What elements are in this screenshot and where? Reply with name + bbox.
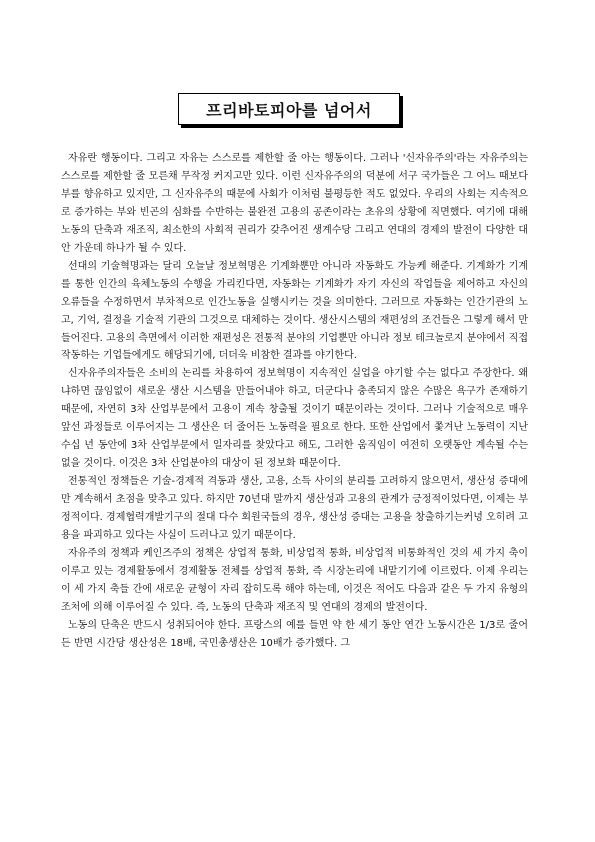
document-title: 프리바토피아를 넘어서 — [206, 100, 372, 120]
paragraph: 전통적인 정책들은 기술-경제적 격동과 생산, 고용, 소득 사이의 분리를 고려하지 않으면서, 생산성 증대에만 계속해서 초점을 맞추고 있다. 하지만 70년대 말까지 생산성과 고용의 관계가 긍정적이었다면, 이제는 부정적이다. 경제협력개발기구의 절대 다수 회원국들의 경우, 생산성 증대는 고용을 창출하기는커녕 오히려 고용을 파괴하고 있다는 사실이 드러나고 있기 때문이다. — [61, 476, 528, 542]
paragraph: 자유주의 정책과 케인즈주의 정책은 상업적 통화, 비상업적 통화, 비상업적 비통화적인 것의 세 가지 축이 이루고 있는 경제활동에서 경제활동 전체를 상업적 통화, 즉 시장논리에 내맡기기에 이르렀다. 이제 우리는 이 세 가지 축들 간에 새로운 균형이 자리 잡히도록 해야 하는데, 이것은 적어도 다음과 같은 두 가지 유형의 조처에 의해 이루어질 수 있다. 즉, 노동의 단축과 재조직 및 연대의 경제의 발전이다. — [61, 547, 528, 613]
paragraph: 자유란 행동이다. 그리고 자유는 스스로를 제한할 줄 아는 행동이다. 그러나 '신자유주의'라는 자유주의는 스스로를 제한할 줄 모른채 무작정 커지고만 있다. 이런 신자유주의의 덕분에 서구 국가들은 그 어느 때보다 부를 향유하고 있지만, 그 신자유주의 때문에 사회가 이처럼 불평등한 적도 없었다. 우리의 사회는 지속적으로 증가하는 부와 빈곤의 심화를 수반하는 불완전 고용의 공존이라는 초유의 상황에 직면했다. 여기에 대해 노동의 단축과 재조직, 최소한의 사회적 권리가 갖추어진 생계수당 그리고 연대의 경제의 발전이 다양한 대안 가운데 하나가 될 수 있다. — [61, 153, 528, 254]
title-box — [178, 93, 400, 125]
body-text — [61, 150, 528, 653]
paragraph: 선대의 기술혁명과는 달리 오늘날 정보혁명은 기계화뿐만 아니라 자동화도 가능케 해준다. 기계화가 기계를 통한 인간의 육체노동의 수행을 가리킨다면, 자동화는 기계화가 자기 자신의 작업들을 제어하고 자신의 오류들을 수정하면서 부차적으로 인간노동을 실행시키는 것을 의미한다. 그러므로 자동화는 인간기관의 노고, 기억, 결정을 기술적 기관의 그것으로 대체하는 것이다. 생산시스템의 재편성의 조건들은 그렇게 해서 만들어진다. 고용의 측면에서 이러한 재편성은 전통적 분야의 기업뿐만 아니라 정보 테크놀로지 분야에서 직접 작동하는 기업들에게도 해당되기에, 더더욱 비참한 결과를 야기한다. — [61, 260, 528, 362]
paragraph: 신자유주의자들은 소비의 논리를 차용하여 정보혁명이 지속적인 실업을 야기할 수는 없다고 주장한다. 왜냐하면 끊임없이 새로운 생산 시스템을 만들어내야 하고, 더군다나 충족되지 않은 수많은 욕구가 존재하기 때문에, 자연히 3차 산업부문에서 고용이 계속 창출될 것이기 때문이라는 것이다. 그러나 기술적으로 매우 앞선 과정들로 이루어지는 그 생산은 더 줄어든 노동력을 필요로 한다. 또한 산업에서 쫓겨난 노동력이 지난 수십 년 동안에 3차 산업부문에서 일자리를 찾았다고 해도, 그러한 움직임이 여전히 오랫동안 계속될 수는 없을 것이다. 이것은 3차 산업분야의 대상이 된 정보화 때문이다. — [61, 368, 528, 470]
paragraph: 노동의 단축은 반드시 성취되어야 한다. 프랑스의 예를 들면 약 한 세기 동안 연간 노동시간은 1/3로 줄어든 반면 시간당 생산성은 18배, 국민총생산은 10배가 증가했다. 그 — [61, 619, 528, 649]
